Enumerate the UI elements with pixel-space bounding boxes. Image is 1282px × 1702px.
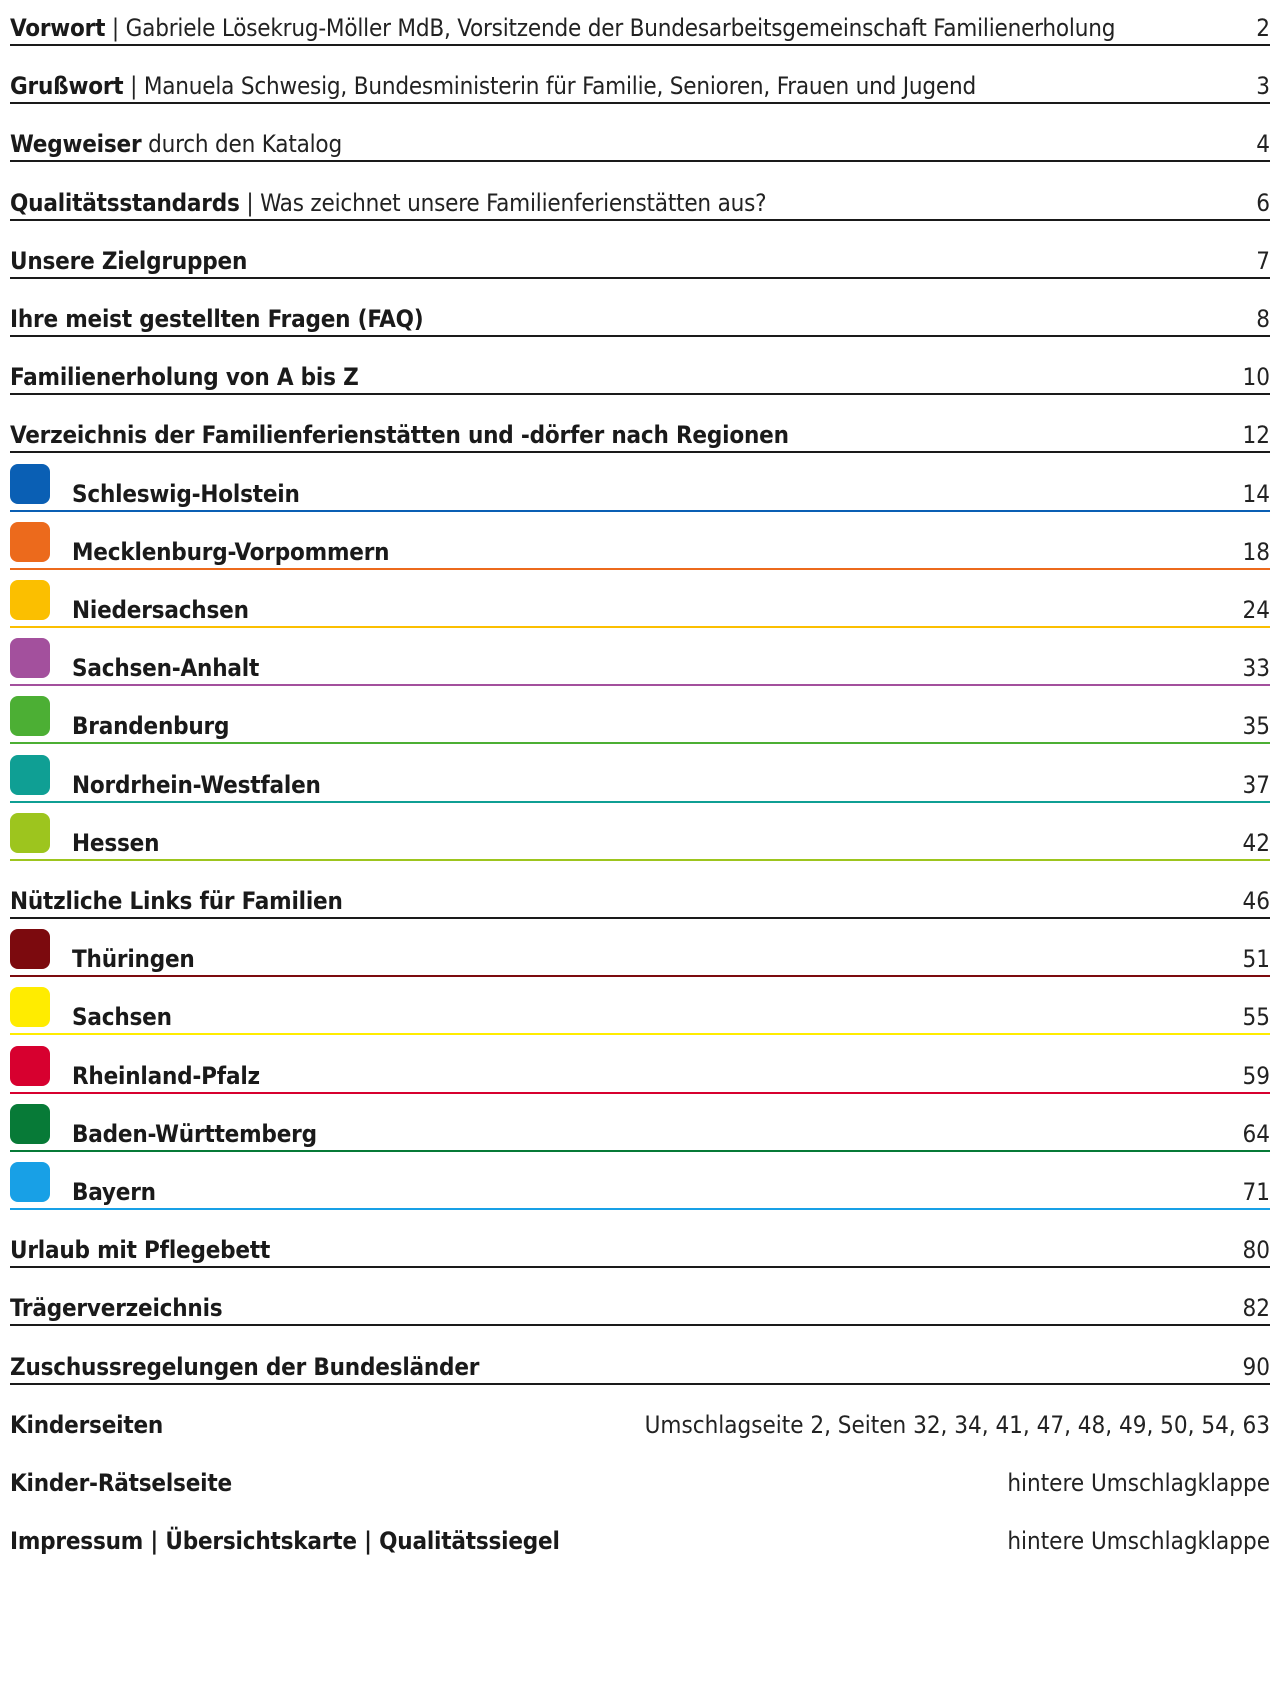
entry-title: Bayern	[72, 1178, 156, 1206]
entry-separator: |	[123, 72, 144, 101]
region-entry[interactable]	[10, 815, 1270, 861]
divider-line	[10, 1092, 1270, 1094]
toc-entry[interactable]	[10, 233, 1270, 279]
page-number: 71	[1242, 1178, 1270, 1206]
entry-separator	[141, 130, 148, 158]
divider-line	[10, 801, 1270, 803]
toc-entry[interactable]	[10, 58, 1270, 104]
page-number: 8	[1256, 305, 1270, 333]
region-color-swatch	[10, 638, 50, 678]
region-entry[interactable]	[10, 698, 1270, 744]
entry-title: Schleswig-Holstein	[72, 479, 300, 508]
page-number: 12	[1242, 421, 1270, 450]
entry-text	[10, 771, 321, 799]
region-color-swatch	[10, 755, 50, 795]
divider-line	[10, 917, 1270, 919]
region-color-swatch	[10, 464, 50, 504]
entry-text	[10, 305, 423, 333]
region-entry[interactable]	[10, 1106, 1270, 1152]
page-number: 35	[1242, 712, 1270, 741]
divider-line	[10, 975, 1270, 977]
entry-title: Unsere Zielgruppen	[10, 246, 248, 275]
entry-title: Kinder-Rätselseite	[10, 1469, 232, 1497]
region-color-swatch	[10, 1104, 50, 1144]
entry-title: Wegweiser	[10, 130, 142, 159]
divider-line	[10, 335, 1270, 337]
region-color-swatch	[10, 696, 50, 736]
entry-title: Hessen	[72, 828, 160, 857]
divider-line	[10, 859, 1270, 861]
entry-text	[10, 1469, 232, 1497]
divider-line	[10, 1324, 1270, 1326]
page-number: 7	[1256, 246, 1270, 275]
entry-title: Familienerholung von A bis Z	[10, 363, 359, 392]
entry-title: Vorwort	[10, 14, 106, 42]
entry-title: Nordrhein-Westfalen	[72, 770, 321, 799]
region-entry[interactable]	[10, 524, 1270, 570]
entry-title: Baden-Württemberg	[72, 1119, 317, 1148]
region-color-swatch	[10, 987, 50, 1027]
page-number: 24	[1242, 596, 1270, 624]
divider-line	[10, 160, 1270, 162]
entry-text	[10, 1236, 270, 1264]
entry-title: Zuschussregelungen der Bundesländer	[10, 1352, 480, 1381]
entry-text	[10, 1527, 560, 1555]
page-number: 10	[1242, 363, 1270, 392]
page-number: 6	[1256, 188, 1270, 217]
entry-text	[10, 247, 247, 275]
region-color-swatch	[10, 813, 50, 853]
region-color-swatch	[10, 1046, 50, 1086]
page-number: 90	[1242, 1352, 1270, 1381]
divider-line	[10, 1150, 1270, 1152]
entry-subtitle: Gabriele Lösekrug-Möller MdB, Vorsitzende der Bundesarbeitsgemeinschaft Familienerholung	[125, 14, 1116, 42]
divider-line	[10, 1033, 1270, 1035]
page-number: 51	[1242, 945, 1270, 974]
toc-entry[interactable]	[10, 291, 1270, 337]
page-number: 55	[1242, 1003, 1270, 1032]
region-entry[interactable]	[10, 757, 1270, 803]
entry-title: Niedersachsen	[72, 596, 249, 624]
entry-title: Nützliche Links für Familien	[10, 887, 343, 915]
entry-text	[10, 189, 766, 217]
region-entry[interactable]	[10, 931, 1270, 977]
page-number: 64	[1242, 1119, 1270, 1148]
divider-line	[10, 393, 1270, 395]
entry-title: Mecklenburg-Vorpommern	[72, 537, 390, 566]
entry-title: Brandenburg	[72, 712, 230, 741]
toc-entry[interactable]	[10, 1222, 1270, 1268]
divider-line	[10, 102, 1270, 104]
entry-text	[10, 538, 389, 566]
entry-text	[10, 72, 976, 100]
region-entry[interactable]	[10, 1164, 1270, 1210]
region-entry[interactable]	[10, 466, 1270, 512]
region-color-swatch	[10, 522, 50, 562]
region-color-swatch	[10, 929, 50, 969]
page-number: 46	[1242, 887, 1270, 915]
region-entry[interactable]	[10, 1048, 1270, 1094]
entry-text	[10, 480, 300, 508]
toc-entry[interactable]	[10, 1455, 1270, 1501]
entry-title: Trägerverzeichnis	[10, 1294, 223, 1323]
region-color-swatch	[10, 580, 50, 620]
entry-text	[10, 1294, 222, 1322]
toc-entry[interactable]	[10, 175, 1270, 221]
region-color-swatch	[10, 1162, 50, 1202]
entry-title: Qualitätsstandards	[10, 188, 240, 217]
entry-title: Impressum | Übersichtskarte | Qualitätssiegel	[10, 1527, 560, 1556]
toc-entry[interactable]	[10, 1339, 1270, 1385]
page-number: 14	[1242, 479, 1270, 508]
entry-title: Urlaub mit Pflegebett	[10, 1236, 271, 1265]
page-number: hintere Umschlagklappe	[1007, 1469, 1270, 1497]
divider-line	[10, 510, 1270, 512]
page-number: 4	[1256, 130, 1270, 159]
toc-entry[interactable]	[10, 1513, 1270, 1559]
entry-title: Rheinland-Pfalz	[72, 1061, 260, 1090]
divider-line	[10, 1208, 1270, 1210]
page-number: 33	[1242, 654, 1270, 683]
page-number: 18	[1242, 537, 1270, 566]
entry-text	[10, 1411, 163, 1439]
entry-title: Grußwort	[10, 72, 124, 101]
entry-separator: |	[105, 14, 126, 42]
entry-separator: |	[239, 188, 261, 217]
entry-text	[10, 130, 342, 158]
divider-line	[10, 219, 1270, 221]
divider-line	[10, 277, 1270, 279]
divider-line	[10, 684, 1270, 686]
divider-line	[10, 742, 1270, 744]
region-entry[interactable]	[10, 582, 1270, 628]
divider-line	[10, 451, 1270, 453]
entry-subtitle: durch den Katalog	[148, 130, 342, 159]
toc-entry[interactable]	[10, 873, 1270, 919]
entry-title: Ihre meist gestellten Fragen (FAQ)	[10, 305, 424, 333]
page-number: 82	[1242, 1294, 1270, 1323]
entry-title: Sachsen	[72, 1003, 172, 1032]
entry-text	[10, 1353, 479, 1381]
entry-title: Thüringen	[72, 945, 195, 974]
entry-text	[10, 14, 1115, 42]
toc-entry[interactable]	[10, 1397, 1270, 1443]
entry-title: Sachsen-Anhalt	[72, 654, 260, 683]
divider-line	[10, 1383, 1270, 1385]
page-number: hintere Umschlagklappe	[1007, 1527, 1270, 1556]
page-number: 59	[1242, 1061, 1270, 1090]
entry-text	[10, 1120, 317, 1148]
divider-line	[10, 626, 1270, 628]
entry-text	[10, 421, 789, 449]
entry-subtitle: Manuela Schwesig, Bundesministerin für Familie, Senioren, Frauen und Jugend	[143, 72, 977, 101]
region-entry[interactable]	[10, 640, 1270, 686]
region-entry[interactable]	[10, 989, 1270, 1035]
entry-subtitle: Was zeichnet unsere Familienferienstätten aus?	[260, 188, 767, 217]
toc-entry[interactable]	[10, 1280, 1270, 1326]
toc-entry[interactable]	[10, 349, 1270, 395]
divider-line	[10, 1266, 1270, 1268]
page-number: Umschlagseite 2, Seiten 32, 34, 41, 47, 48, 49, 50, 54, 63	[644, 1410, 1270, 1439]
entry-text	[10, 887, 343, 915]
entry-text	[10, 363, 359, 391]
toc-entry[interactable]	[10, 116, 1270, 162]
page-number: 42	[1242, 828, 1270, 857]
toc-entry[interactable]	[10, 407, 1270, 453]
divider-line	[10, 568, 1270, 570]
page-number: 37	[1242, 770, 1270, 799]
divider-line	[10, 44, 1270, 46]
page-number: 80	[1242, 1236, 1270, 1265]
toc-entry[interactable]	[10, 0, 1270, 46]
page-number: 3	[1256, 72, 1270, 101]
entry-title: Verzeichnis der Familienferienstätten und -dörfer nach Regionen	[10, 421, 789, 450]
page-number: 2	[1256, 14, 1270, 42]
entry-title: Kinderseiten	[10, 1410, 164, 1439]
